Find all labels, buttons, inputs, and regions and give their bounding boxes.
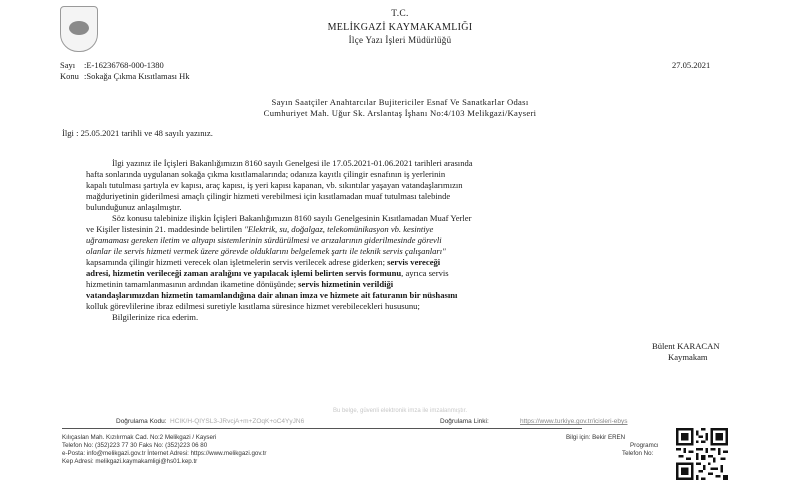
footer-divider	[62, 428, 582, 429]
e-signature-note: Bu belge, güvenli elektronik imza ile imzalanmıştır.	[332, 408, 468, 414]
footer-kep: Kep Adresi: melikgazi.kaymakamligi@hs01.kep.tr	[62, 458, 198, 465]
sayi-label: Sayı	[60, 60, 76, 70]
p2-line5-normal: kapsamında çilingir hizmeti verecek olan işletmelerin servis verilecek adrese giderken;	[86, 257, 388, 267]
p2-line6-bold: adresi, hizmetin verileceği zaman aralığını ve yapılacak işlemi belirten servis formunu	[86, 268, 402, 278]
konu-label: Konu	[60, 71, 79, 81]
footer-phone: Telefon No: (352)223 77 30 Faks No: (352)223 06 80	[62, 442, 208, 449]
p2-line7-normal: hizmetinin tamamlanmasının ardından ikametine dönüşünde;	[86, 279, 299, 289]
p2-line7-bold: servis hizmetinin verildiği	[298, 279, 394, 289]
footer-info-role: Programcı	[630, 442, 659, 449]
p2-line1: Söz konusu talebinize ilişkin İçişleri Bakanlığımızın 8160 sayılı Genelgesinin Kısıtlamadan Muaf Yerler	[112, 213, 472, 223]
p2-line5	[86, 257, 440, 269]
verification-code-value: HCIK/H-QIYSL3-JRvcjA+m+ZOqK+oC4YyJN6	[170, 418, 305, 425]
p1-line4: mağduriyetinin giderilmesi amaçlı çilingir hizmeti verebilmesi için kısıtlamadan muaf tutulması talebinde	[86, 191, 451, 201]
footer-info-contact: Bilgi için: Bekir EREN	[566, 434, 626, 441]
p2-line9: kolluk görevlilerine ibraz edilmesi suretiyle kısıtlama süresince hizmet verebilecekleri hususunu;	[86, 301, 420, 311]
p2-line2	[86, 224, 433, 236]
recipient-line1: Sayın Saatçiler Anahtarcılar Bujitericiler Esnaf Ve Sanatkarlar Odası	[271, 97, 529, 107]
footer-info-phone: Telefon No:	[622, 450, 654, 457]
p2-line7	[86, 279, 393, 291]
recipient-line2: Cumhuriyet Mah. Uğur Sk. Arslantaş İşhanı No:4/103 Melikgazi/Kayseri	[263, 108, 537, 118]
verification-code-label: Doğrulama Kodu:	[116, 418, 167, 425]
konu-value: :Sokağa Çıkma Kısıtlaması Hk	[84, 71, 190, 81]
p2-line2-italic: "Elektrik, su, doğalgaz, telekomünikasyon vb. kesintiye	[244, 224, 434, 234]
footer-email: e-Posta: info@melikgazi.gov.tr İnternet Adresi: https://www.melikgazi.gov.tr	[62, 450, 267, 457]
sayi-value: :E-16236768-000-1380	[84, 60, 164, 70]
p2-line5-bold: servis vereceği	[387, 257, 441, 267]
ilgi-line: İlgi : 25.05.2021 tarihli ve 48 sayılı yazınız.	[62, 128, 213, 138]
p1-line2: hafta sonlarında uygulanan sokağa çıkma kısıtlamalarında; odanıza kayıtlı çilingir esnafının iş yerlerinin	[86, 169, 446, 179]
p2-line4: olanlar ile servis hizmeti vermek üzere görevde olduklarını belgelemek şartı ile teknik servis çalışanları"	[86, 246, 446, 256]
verification-link-label: Doğrulama Linki:	[440, 418, 489, 425]
document-date: 27.05.2021	[672, 60, 711, 70]
verification-link[interactable]: https://www.turkiye.gov.tr/icisleri-ebys	[520, 418, 628, 425]
p2-line8: vatandaşlarımızdan hizmetin tamamlandığına dair alınan imza ve hizmete ait faturanın bir nüshasını	[86, 290, 458, 300]
header-office: MELİKGAZİ KAYMAKAMLIĞI	[327, 22, 473, 33]
p1-line3: kapalı tutulması şartıyla ev kapısı, araç kapısı, iş yeri kapısı kapanan, vb. sıkıntılar yaşayan vatandaşlarımızın	[86, 180, 463, 190]
qr-code-icon	[676, 428, 728, 480]
p1-line1: İlgi yazınız ile İçişleri Bakanlığımızın 8160 sayılı Genelgesi ile 17.05.2021-01.06.2021 tarihleri arasında	[112, 158, 473, 168]
header-tc: T.C.	[391, 9, 409, 19]
p2-line6-normal: , ayrıca servis	[401, 268, 449, 278]
signature-title: Kaymakam	[668, 352, 708, 362]
p2-line6	[86, 268, 449, 280]
p1-line5: bulunduğunuz anlaşılmıştır.	[86, 202, 182, 212]
signature-name: Bülent KARACAN	[652, 341, 720, 351]
p2-line2-normal: ve Kişiler listesinin 21. maddesinde belirtilen	[86, 224, 245, 234]
header-department: İlçe Yazı İşleri Müdürlüğü	[348, 35, 452, 45]
p2-line3: uğramaması gereken iletim ve altyapı sistemlerinin sürdürülmesi ve arızalarının giderilmesinde görevli	[86, 235, 442, 245]
footer-address: Kılıçaslan Mah. Kızılırmak Cad. No:2 Melikgazi / Kayseri	[62, 434, 217, 441]
p3-line: Bilgilerinize rica ederim.	[112, 312, 199, 322]
